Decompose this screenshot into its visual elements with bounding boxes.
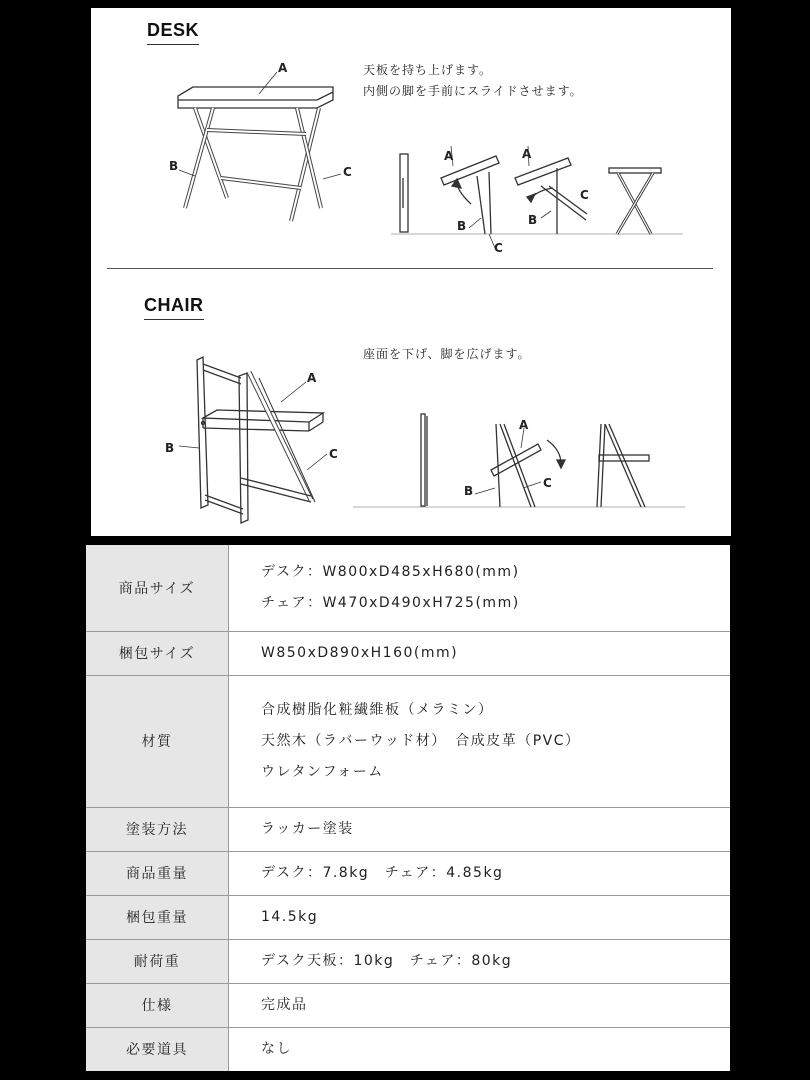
desk-illustration (178, 72, 341, 221)
spec-table (86, 545, 730, 1071)
desk-step2-label-c: C (494, 241, 503, 255)
spec-row-coating (86, 807, 730, 851)
desk-step3-label-c: C (580, 188, 589, 202)
chair-step2-label-c: C (543, 476, 552, 490)
desk-label-b: B (169, 159, 179, 173)
spec-value-line: ウレタンフォーム (261, 763, 384, 780)
chair-step2-label-a: A (519, 418, 529, 432)
spec-row-tools (86, 1027, 730, 1071)
spec-value (229, 939, 731, 983)
spec-value-line: 天然木（ラバーウッド材） 合成皮革（PVC） (261, 732, 581, 749)
section-divider (107, 268, 713, 269)
spec-value (229, 807, 731, 851)
spec-row-product-size (86, 545, 730, 631)
spec-row-load-capacity (86, 939, 730, 983)
spec-value (229, 851, 731, 895)
spec-key: 商品サイズ (86, 545, 229, 631)
spec-value-line: ラッカー塗装 (261, 820, 354, 837)
assembly-illustrations (91, 8, 731, 536)
chair-label-c: C (329, 447, 338, 461)
desk-step2-label-b: B (457, 219, 467, 233)
chair-instruction-1: 座面を下げ、脚を広げます。 (363, 347, 531, 361)
spec-value-line: デスク：W800xD485xH680(mm) (261, 563, 520, 580)
spec-value (229, 545, 731, 631)
spec-key: 梱包重量 (86, 895, 229, 939)
spec-value (229, 1027, 731, 1071)
desk-step2-label-a: A (444, 149, 454, 163)
spec-row-package-size (86, 631, 730, 675)
spec-value (229, 631, 731, 675)
spec-value (229, 895, 731, 939)
spec-row-product-weight (86, 851, 730, 895)
spec-key: 必要道具 (86, 1027, 229, 1071)
spec-key: 商品重量 (86, 851, 229, 895)
desk-instruction-2: 内側の脚を手前にスライドさせます。 (363, 84, 583, 98)
chair-step2-label-b: B (464, 484, 474, 498)
chair-instructions (363, 344, 531, 365)
desk-folding-steps (391, 146, 683, 248)
desk-section-title: DESK (147, 20, 199, 45)
spec-value-line: 合成樹脂化粧繊維板（メラミン） (261, 701, 494, 718)
spec-value-line: 完成品 (261, 996, 308, 1013)
desk-label-a: A (278, 61, 288, 75)
chair-label-a: A (307, 371, 317, 385)
spec-value-line: デスク天板：10kg チェア：80kg (261, 952, 513, 969)
spec-row-specification (86, 983, 730, 1027)
spec-key: 仕様 (86, 983, 229, 1027)
desk-step3-label-a: A (522, 147, 532, 161)
desk-step3-label-b: B (528, 213, 538, 227)
spec-key: 材質 (86, 675, 229, 807)
desk-label-c: C (343, 165, 352, 179)
spec-value-line: W850xD890xH160(mm) (261, 644, 459, 661)
spec-value-line: 14.5kg (261, 908, 319, 925)
chair-section-title: CHAIR (144, 295, 204, 320)
spec-value (229, 675, 731, 807)
spec-row-package-weight (86, 895, 730, 939)
spec-value-line: デスク：7.8kg チェア：4.85kg (261, 864, 504, 881)
desk-instruction-1: 天板を持ち上げます。 (363, 63, 493, 77)
chair-label-b: B (165, 441, 175, 455)
spec-key: 塗装方法 (86, 807, 229, 851)
assembly-diagram-panel (91, 8, 731, 536)
spec-value (229, 983, 731, 1027)
spec-value-line: なし (261, 1040, 292, 1057)
spec-key: 梱包サイズ (86, 631, 229, 675)
spec-row-material (86, 675, 730, 807)
chair-illustration (179, 357, 327, 523)
spec-key: 耐荷重 (86, 939, 229, 983)
spec-value-line: チェア：W470xD490xH725(mm) (261, 594, 520, 611)
